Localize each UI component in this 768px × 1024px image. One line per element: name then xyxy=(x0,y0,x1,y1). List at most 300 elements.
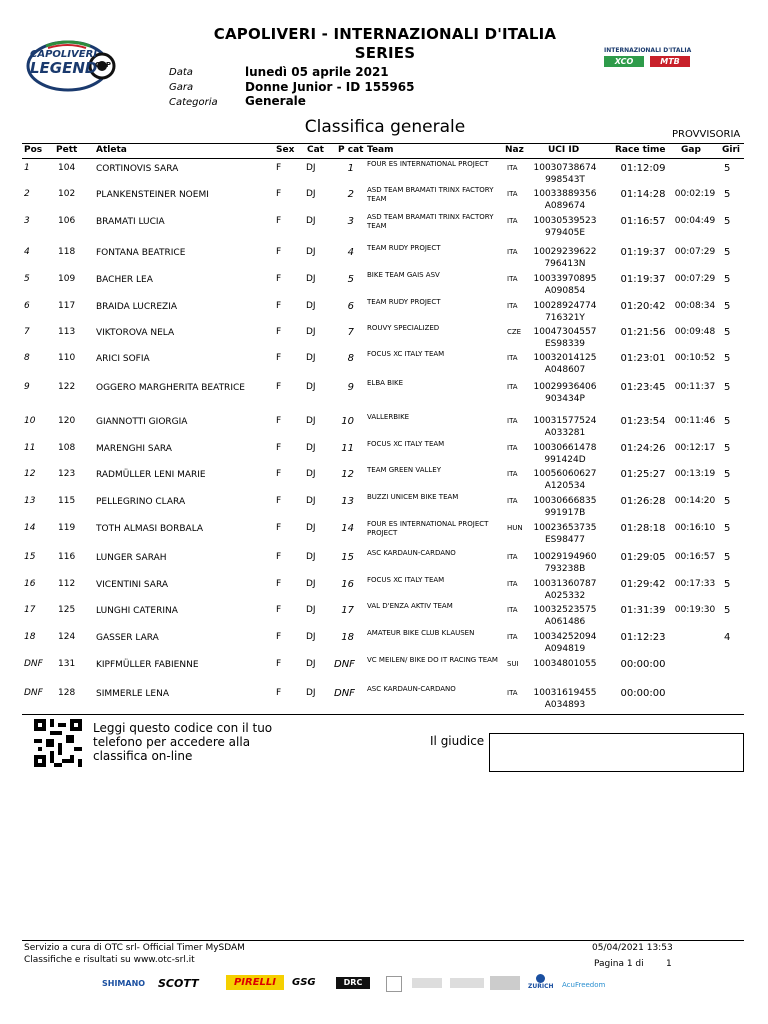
row-cat: DJ xyxy=(306,688,316,698)
row-athlete: MARENGHI SARA xyxy=(96,444,172,454)
row-sex: F xyxy=(276,416,282,426)
row-laps: 5 xyxy=(724,301,731,312)
row-uci-id-suffix: A094819 xyxy=(544,644,586,654)
row-sex: F xyxy=(276,301,282,311)
row-pett: 102 xyxy=(58,189,76,199)
row-sex: F xyxy=(276,247,282,257)
sponsor-logo-small-4 xyxy=(490,976,520,990)
qr-instructions: Leggi questo codice con il tuo telefono per accedere alla classifica on-line xyxy=(93,721,273,763)
row-racetime: 01:12:09 xyxy=(620,163,666,174)
sponsor-scott: SCOTT xyxy=(158,977,199,990)
status-label: PROVVISORIA xyxy=(672,129,741,140)
row-racetime: 01:21:56 xyxy=(620,327,666,338)
row-uci-id-suffix: A120534 xyxy=(544,481,586,491)
row-racetime: 01:20:42 xyxy=(620,301,666,312)
col-giri: Giri xyxy=(722,145,740,155)
row-uci-id: 10033970895 xyxy=(533,274,597,284)
row-pos: 6 xyxy=(24,301,30,311)
row-naz: ITA xyxy=(507,444,518,452)
row-team: VALLERBIKE xyxy=(367,413,410,421)
row-athlete: PLANKENSTEINER NOEMI xyxy=(96,190,209,200)
row-cat: DJ xyxy=(306,189,316,199)
row-sex: F xyxy=(276,327,282,337)
row-athlete: LUNGER SARAH xyxy=(96,553,167,563)
sponsor-logo-small-3 xyxy=(450,978,484,988)
row-pett: 106 xyxy=(58,216,76,226)
row-pos: 11 xyxy=(24,443,36,453)
row-athlete: LUNGHI CATERINA xyxy=(96,606,178,616)
row-pett: 104 xyxy=(58,163,76,173)
footer-service: Servizio a cura di OTC srl- Official Timer MySDAM xyxy=(24,943,245,953)
row-gap: 00:16:10 xyxy=(674,523,716,533)
row-laps: 5 xyxy=(724,247,731,258)
row-uci-id-suffix: 979405E xyxy=(544,228,586,238)
row-pos: 8 xyxy=(24,353,30,363)
row-uci-id: 10034252094 xyxy=(533,632,597,642)
row-athlete: BRAMATI LUCIA xyxy=(96,217,165,227)
row-pos: 5 xyxy=(24,274,30,284)
row-uci-id-suffix: 991917B xyxy=(544,508,586,518)
row-racetime: 01:31:39 xyxy=(620,605,666,616)
row-pett: 128 xyxy=(58,688,76,698)
footer-datetime: 05/04/2021 13:53 xyxy=(592,943,673,953)
capoliveri-legend-logo xyxy=(26,40,116,92)
row-racetime: 01:25:27 xyxy=(620,469,666,480)
row-pos: DNF xyxy=(24,659,43,669)
row-athlete: CORTINOVIS SARA xyxy=(96,164,179,174)
row-team: VC MEILEN/ BIKE DO IT RACING TEAM xyxy=(367,656,498,664)
row-naz: ITA xyxy=(507,580,518,588)
row-gap: 00:12:17 xyxy=(674,443,716,453)
header-line-bottom xyxy=(22,158,744,159)
col-pos: Pos xyxy=(24,145,43,155)
sponsor-logo-small-2 xyxy=(412,978,442,988)
row-racetime: 01:29:05 xyxy=(620,552,666,563)
row-athlete: BRAIDA LUCREZIA xyxy=(96,302,178,312)
col-team: Team xyxy=(367,145,394,155)
row-pett: 115 xyxy=(58,496,76,506)
row-laps: 5 xyxy=(724,443,731,454)
row-pos: 2 xyxy=(24,189,30,199)
row-pos: 17 xyxy=(24,605,36,615)
row-uci-id-suffix: A061486 xyxy=(544,617,586,627)
row-cat: DJ xyxy=(306,382,316,392)
race-title-line1: CAPOLIVERI - INTERNAZIONALI D'ITALIA xyxy=(213,25,557,43)
row-pett: 131 xyxy=(58,659,76,669)
row-uci-id: 10031360787 xyxy=(533,579,597,589)
row-pcat: 12 xyxy=(341,469,354,480)
row-laps: 5 xyxy=(724,416,731,427)
col-pett: Pett xyxy=(56,145,78,155)
row-naz: CZE xyxy=(507,328,522,336)
row-athlete: FONTANA BEATRICE xyxy=(96,248,186,258)
row-athlete: GASSER LARA xyxy=(96,633,159,643)
row-cat: DJ xyxy=(306,469,316,479)
row-cat: DJ xyxy=(306,443,316,453)
row-naz: ITA xyxy=(507,417,518,425)
row-uci-id: 10056060627 xyxy=(533,469,597,479)
internazionali-logo xyxy=(604,47,696,69)
row-athlete: ARICI SOFIA xyxy=(96,354,150,364)
row-team: FOCUS XC ITALY TEAM xyxy=(367,440,445,448)
row-pett: 112 xyxy=(58,579,76,589)
row-uci-id: 10030661478 xyxy=(533,443,597,453)
row-sex: F xyxy=(276,216,282,226)
row-naz: ITA xyxy=(507,383,518,391)
row-pos: 18 xyxy=(24,632,36,642)
row-pos: 3 xyxy=(24,216,30,226)
row-team: FOUR ES INTERNATIONAL PROJECT xyxy=(367,160,489,168)
row-uci-id-suffix: ES98477 xyxy=(544,535,586,545)
logo-right-line2: XCO xyxy=(604,56,644,67)
col-pcat: P cat xyxy=(338,145,364,155)
row-gap: 00:08:34 xyxy=(674,301,716,311)
row-cat: DJ xyxy=(306,579,316,589)
col-cat: Cat xyxy=(307,145,324,155)
row-cat: DJ xyxy=(306,274,316,284)
row-sex: F xyxy=(276,688,282,698)
row-uci-id-suffix: 716321Y xyxy=(545,313,585,323)
row-uci-id: 10047304557 xyxy=(533,327,597,337)
row-pos: DNF xyxy=(24,688,43,698)
row-cat: DJ xyxy=(306,301,316,311)
row-sex: F xyxy=(276,632,282,642)
row-gap: 00:07:29 xyxy=(674,274,716,284)
row-gap: 00:11:46 xyxy=(674,416,716,426)
row-laps: 5 xyxy=(724,605,731,616)
row-pos: 13 xyxy=(24,496,36,506)
row-pett: 119 xyxy=(58,523,76,533)
footer-line xyxy=(22,940,744,941)
footer-page-label: Pagina 1 di xyxy=(594,959,644,969)
row-athlete: GIANNOTTI GIORGIA xyxy=(96,417,188,427)
row-naz: ITA xyxy=(507,497,518,505)
row-team: FOCUS XC ITALY TEAM xyxy=(367,576,445,584)
label-gara: Gara xyxy=(169,82,194,93)
row-pos: 4 xyxy=(24,247,30,257)
row-racetime: 01:24:26 xyxy=(620,443,666,454)
row-cat: DJ xyxy=(306,353,316,363)
row-pett: 120 xyxy=(58,416,76,426)
row-pcat: 8 xyxy=(347,353,354,364)
row-uci-id-suffix: ES98339 xyxy=(544,339,586,349)
row-uci-id: 10032523575 xyxy=(533,605,597,615)
row-team: BIKE TEAM GAIS ASV xyxy=(367,271,440,279)
row-gap: 00:13:19 xyxy=(674,469,716,479)
row-pcat: DNF xyxy=(334,659,355,670)
row-gap: 00:14:20 xyxy=(674,496,716,506)
row-pos: 10 xyxy=(24,416,36,426)
row-sex: F xyxy=(276,443,282,453)
row-uci-id: 10033889356 xyxy=(533,189,597,199)
row-sex: F xyxy=(276,382,282,392)
row-gap: 00:16:57 xyxy=(674,552,716,562)
row-uci-id: 10023653735 xyxy=(533,523,597,533)
row-laps: 5 xyxy=(724,216,731,227)
row-naz: ITA xyxy=(507,275,518,283)
row-team: ELBA BIKE xyxy=(367,379,404,387)
col-atleta: Atleta xyxy=(96,145,127,155)
row-pcat: 10 xyxy=(341,416,354,427)
row-team: VAL D'ENZA AKTIV TEAM xyxy=(367,602,453,610)
row-sex: F xyxy=(276,552,282,562)
row-team: ASD TEAM BRAMATI TRINX FACTORY TEAM xyxy=(367,213,494,230)
row-gap: 00:09:48 xyxy=(674,327,716,337)
row-pcat: 2 xyxy=(347,189,354,200)
row-uci-id: 10030738674 xyxy=(533,163,597,173)
row-athlete: OGGERO MARGHERITA BEATRICE xyxy=(96,383,245,393)
row-uci-id: 10032014125 xyxy=(533,353,597,363)
row-uci-id-suffix: A033281 xyxy=(544,428,586,438)
row-naz: HUN xyxy=(507,524,523,532)
sponsor-shimano: SHIMANO xyxy=(102,979,146,988)
row-uci-id: 10029936406 xyxy=(533,382,597,392)
row-pos: 16 xyxy=(24,579,36,589)
row-team: TEAM RUDY PROJECT xyxy=(367,244,441,252)
row-sex: F xyxy=(276,469,282,479)
row-laps: 5 xyxy=(724,382,731,393)
row-naz: ITA xyxy=(507,217,518,225)
row-pos: 15 xyxy=(24,552,36,562)
row-racetime: 01:14:28 xyxy=(620,189,666,200)
row-laps: 5 xyxy=(724,469,731,480)
row-uci-id-suffix: A025332 xyxy=(544,591,586,601)
row-racetime: 01:29:42 xyxy=(620,579,666,590)
row-pett: 122 xyxy=(58,382,76,392)
row-pett: 125 xyxy=(58,605,76,615)
row-uci-id: 10031577524 xyxy=(533,416,597,426)
sponsor-gsg: GSG xyxy=(292,977,316,988)
row-cat: DJ xyxy=(306,523,316,533)
row-laps: 5 xyxy=(724,163,731,174)
row-cat: DJ xyxy=(306,163,316,173)
row-racetime: 00:00:00 xyxy=(620,659,666,670)
row-naz: ITA xyxy=(507,248,518,256)
row-uci-id-suffix: 998543T xyxy=(545,175,585,185)
row-sex: F xyxy=(276,579,282,589)
col-uci: UCI ID xyxy=(548,145,580,155)
row-racetime: 01:23:54 xyxy=(620,416,666,427)
zurich-icon xyxy=(536,974,545,983)
row-uci-id-suffix: A048607 xyxy=(544,365,586,375)
row-cat: DJ xyxy=(306,496,316,506)
col-sex: Sex xyxy=(276,145,295,155)
race-title-line2: SERIES xyxy=(354,44,416,62)
row-athlete: VICENTINI SARA xyxy=(96,580,168,590)
row-naz: ITA xyxy=(507,302,518,310)
row-naz: ITA xyxy=(507,354,518,362)
row-pcat: 5 xyxy=(347,274,354,285)
row-cat: DJ xyxy=(306,659,316,669)
row-pett: 108 xyxy=(58,443,76,453)
table-end-line xyxy=(22,714,744,715)
row-pcat: 7 xyxy=(347,327,354,338)
row-racetime: 01:16:57 xyxy=(620,216,666,227)
row-team: ASC KARDAUN-CARDANO xyxy=(367,549,456,557)
row-racetime: 01:28:18 xyxy=(620,523,666,534)
row-pett: 116 xyxy=(58,552,76,562)
logo-right-line3: MTB xyxy=(650,56,690,67)
row-racetime: 01:23:45 xyxy=(620,382,666,393)
col-naz: Naz xyxy=(505,145,524,155)
row-laps: 5 xyxy=(724,353,731,364)
row-gap: 00:04:49 xyxy=(674,216,716,226)
row-sex: F xyxy=(276,353,282,363)
row-gap: 00:17:33 xyxy=(674,579,716,589)
row-team: BUZZI UNICEM BIKE TEAM xyxy=(367,493,459,501)
row-athlete: TOTH ALMASI BORBALA xyxy=(96,524,204,534)
row-uci-id-suffix: A034893 xyxy=(544,700,586,710)
footer-website: Classifiche e risultati su www.otc-srl.it xyxy=(24,955,195,965)
row-pcat: 13 xyxy=(341,496,354,507)
row-uci-id-suffix: A090854 xyxy=(544,286,586,296)
row-cat: DJ xyxy=(306,216,316,226)
row-cat: DJ xyxy=(306,247,316,257)
row-cat: DJ xyxy=(306,632,316,642)
sponsor-pirelli: PIRELLI xyxy=(226,975,284,990)
row-cat: DJ xyxy=(306,416,316,426)
logo-line2: LEGEND xyxy=(30,59,98,77)
row-uci-id: 10029194960 xyxy=(533,552,597,562)
row-team: FOUR ES INTERNATIONAL PROJECT PROJECT xyxy=(367,520,489,537)
col-gap: Gap xyxy=(681,145,701,155)
row-team: ROUVY SPECIALIZED xyxy=(367,324,440,332)
row-sex: F xyxy=(276,659,282,669)
row-uci-id: 10030666835 xyxy=(533,496,597,506)
row-laps: 5 xyxy=(724,523,731,534)
value-categoria: Generale xyxy=(245,94,306,108)
row-pcat: 18 xyxy=(341,632,354,643)
value-data: lunedì 05 aprile 2021 xyxy=(245,65,389,79)
row-pcat: 15 xyxy=(341,552,354,563)
row-laps: 4 xyxy=(724,632,731,643)
label-categoria: Categoria xyxy=(169,97,218,108)
row-pcat: 11 xyxy=(341,443,354,454)
row-sex: F xyxy=(276,523,282,533)
row-pos: 14 xyxy=(24,523,36,533)
sponsor-logo-small-1 xyxy=(386,976,402,992)
row-naz: ITA xyxy=(507,470,518,478)
row-cat: DJ xyxy=(306,605,316,615)
row-pcat: 16 xyxy=(341,579,354,590)
row-naz: ITA xyxy=(507,553,518,561)
row-laps: 5 xyxy=(724,496,731,507)
row-gap: 00:11:37 xyxy=(674,382,716,392)
row-pcat: 3 xyxy=(347,216,354,227)
row-sex: F xyxy=(276,189,282,199)
row-athlete: KIPFMÜLLER FABIENNE xyxy=(96,660,199,670)
row-uci-id: 10028924774 xyxy=(533,301,597,311)
row-pcat: 17 xyxy=(341,605,354,616)
qr-code[interactable] xyxy=(34,719,82,767)
row-team: TEAM RUDY PROJECT xyxy=(367,298,441,306)
row-team: TEAM GREEN VALLEY xyxy=(367,466,441,474)
row-uci-id-suffix: 793238B xyxy=(544,564,586,574)
row-pcat: 9 xyxy=(347,382,354,393)
label-data: Data xyxy=(169,67,193,78)
row-gap: 00:02:19 xyxy=(674,189,716,199)
sponsor-drc: DRC xyxy=(336,977,370,989)
row-pos: 7 xyxy=(24,327,30,337)
row-uci-id: 10029239622 xyxy=(533,247,597,257)
header-line-top xyxy=(22,143,744,144)
row-racetime: 01:12:23 xyxy=(620,632,666,643)
row-gap: 00:19:30 xyxy=(674,605,716,615)
sponsor-zurich: ZURICH xyxy=(528,983,554,990)
row-uci-id: 10034801055 xyxy=(533,659,597,669)
row-pcat: 1 xyxy=(347,163,354,174)
row-naz: ITA xyxy=(507,689,518,697)
sponsor-acufreedom: AcuFreedom xyxy=(562,981,606,989)
row-racetime: 00:00:00 xyxy=(620,688,666,699)
row-pett: 124 xyxy=(58,632,76,642)
row-athlete: VIKTOROVA NELA xyxy=(96,328,175,338)
row-naz: ITA xyxy=(507,633,518,641)
row-racetime: 01:23:01 xyxy=(620,353,666,364)
value-gara: Donne Junior - ID 155965 xyxy=(245,80,415,94)
row-uci-id-suffix: 991424D xyxy=(544,455,586,465)
row-uci-id-suffix: A089674 xyxy=(544,201,586,211)
row-pett: 118 xyxy=(58,247,76,257)
row-pos: 9 xyxy=(24,382,30,392)
row-cat: DJ xyxy=(306,327,316,337)
row-sex: F xyxy=(276,605,282,615)
logo-right-line1: INTERNAZIONALI D'ITALIA xyxy=(604,47,692,54)
row-pos: 1 xyxy=(24,163,30,173)
row-team: ASD TEAM BRAMATI TRINX FACTORY TEAM xyxy=(367,186,494,203)
row-naz: ITA xyxy=(507,190,518,198)
row-team: AMATEUR BIKE CLUB KLAUSEN xyxy=(367,629,475,637)
row-athlete: PELLEGRINO CLARA xyxy=(96,497,186,507)
logo-line1: CAPOLIVERI xyxy=(30,49,97,60)
row-naz: SUI xyxy=(507,660,519,668)
logo-suffix: CUP xyxy=(95,61,111,69)
row-gap: 00:07:29 xyxy=(674,247,716,257)
giudice-signature-box[interactable] xyxy=(489,733,744,772)
row-athlete: BACHER LEA xyxy=(96,275,153,285)
row-racetime: 01:19:37 xyxy=(620,247,666,258)
row-sex: F xyxy=(276,496,282,506)
classifica-title: Classifica generale xyxy=(304,117,466,137)
row-pcat: 4 xyxy=(347,247,354,258)
col-racetime: Race time xyxy=(615,145,666,155)
row-pett: 109 xyxy=(58,274,76,284)
row-laps: 5 xyxy=(724,189,731,200)
row-cat: DJ xyxy=(306,552,316,562)
row-laps: 5 xyxy=(724,552,731,563)
row-gap: 00:10:52 xyxy=(674,353,716,363)
row-team: ASC KARDAUN-CARDANO xyxy=(367,685,456,693)
row-sex: F xyxy=(276,274,282,284)
row-athlete: SIMMERLE LENA xyxy=(96,689,169,699)
row-laps: 5 xyxy=(724,579,731,590)
row-naz: ITA xyxy=(507,164,518,172)
row-sex: F xyxy=(276,163,282,173)
row-laps: 5 xyxy=(724,327,731,338)
row-pcat: 14 xyxy=(341,523,354,534)
row-athlete: RADMÜLLER LENI MARIE xyxy=(96,470,206,480)
row-uci-id: 10031619455 xyxy=(533,688,597,698)
row-racetime: 01:26:28 xyxy=(620,496,666,507)
footer-page-total: 1 xyxy=(666,959,672,969)
row-pett: 113 xyxy=(58,327,76,337)
row-pos: 12 xyxy=(24,469,36,479)
row-laps: 5 xyxy=(724,274,731,285)
row-racetime: 01:19:37 xyxy=(620,274,666,285)
row-naz: ITA xyxy=(507,606,518,614)
row-pett: 117 xyxy=(58,301,76,311)
giudice-label: Il giudice xyxy=(430,734,485,748)
